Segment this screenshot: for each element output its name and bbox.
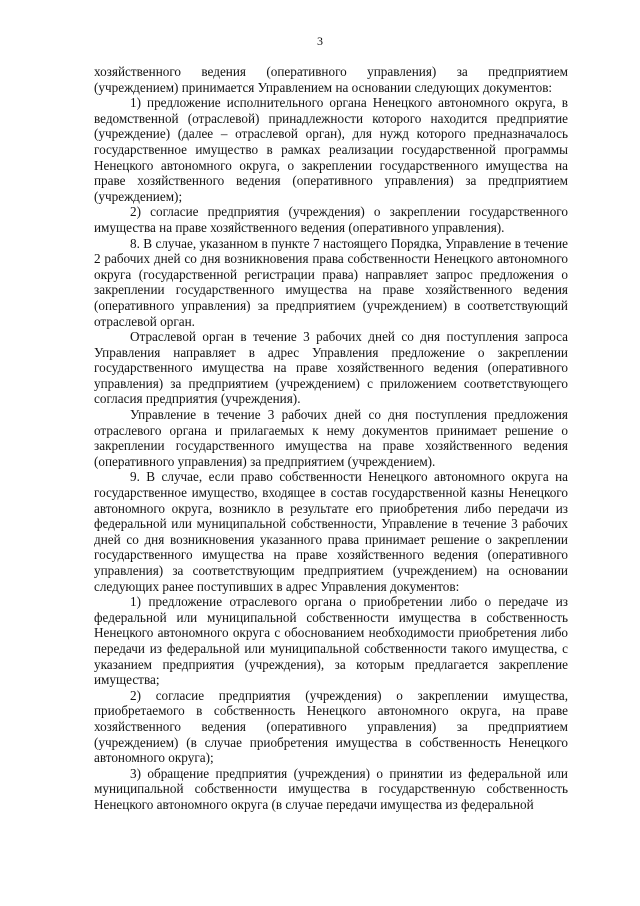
paragraph-clause-8-part-2: Отраслевой орган в течение 3 рабочих дней со дня поступления запроса Управления направляет в адрес Управления предложение о закреплении государственного имущества на праве хозяйственного ведения (оперативного управления) за предприятием (учреждением) с приложением соответствующего согласия предприятия (учреждения). <box>94 329 568 407</box>
paragraph-clause-9-item-2: 2) согласие предприятия (учреждения) о закреплении имущества, приобретаемого в собственность Ненецкого автономного округа, на праве хозяйственного ведения (оперативного управления) за предприятием (учреждением) (в случае приобретения имущества в собственность Ненецкого автономного округа); <box>94 687 568 766</box>
document-body <box>94 64 568 813</box>
paragraph-continuation: хозяйственного ведения (оперативного управления) за предприятием (учреждением) принимается Управлением на основании следующих документов: <box>94 64 568 95</box>
paragraph-clause-8-part-3: Управление в течение 3 рабочих дней со дня поступления предложения отраслевого органа и прилагаемых к нему документов принимает решение о закреплении государственного имущества на праве хозяйственного ведения (оперативного управления) за предприятием (учреждением). <box>94 407 568 469</box>
paragraph-clause-8: 8. В случае, указанном в пункте 7 настоящего Порядка, Управление в течение 2 рабочих дней со дня возникновения права собственности Ненецкого автономного округа (государственной регистрации права) направляет запрос предложения о закреплении государственного имущества на праве хозяйственного ведения (оперативного управления) за предприятием (учреждением) в соответствующий отраслевой орган. <box>94 235 568 329</box>
paragraph-item-2: 2) согласие предприятия (учреждения) о закреплении государственного имущества на праве хозяйственного ведения (оперативного управления). <box>94 204 568 235</box>
page-number: 3 <box>317 34 323 48</box>
paragraph-clause-9-item-1: 1) предложение отраслевого органа о приобретении либо о передаче из федеральной или муниципальной собственности имущества в собственность Ненецкого автономного округа с обоснованием необходимости приобретения либо передачи из федеральной или муниципальной собственности такого имущества, с указанием предприятия (учреждения), за которым предлагается закрепление имущества; <box>94 594 568 688</box>
paragraph-item-1: 1) предложение исполнительного органа Ненецкого автономного округа, в ведомственной (отраслевой) принадлежности которого находится предприятие (учреждение) (далее – отраслевой орган), для нужд которого предназначалось государственное имущество в рамках реализации государственной программы Ненецкого автономного округа, о закреплении государственного имущества на праве хозяйственного ведения (оперативного управления) за предприятием (учреждением); <box>94 95 568 204</box>
paragraph-clause-9: 9. В случае, если право собственности Ненецкого автономного округа на государственное имущество, входящее в состав государственной казны Ненецкого автономного округа, возникло в результате его приобретения либо передачи из федеральной или муниципальной собственности, Управление в течение 3 рабочих дней со дня возникновения указанного права принимает решение о закреплении государственного имущества на праве хозяйственного ведения (оперативного управления) за соответствующим предприятием (учреждением) на основании следующих ранее поступивших в адрес Управления документов: <box>94 469 568 594</box>
paragraph-clause-9-item-3: 3) обращение предприятия (учреждения) о принятии из федеральной или муниципальной собственности имущества в государственную собственность Ненецкого автономного округа (в случае передачи имущества из федеральной <box>94 765 568 812</box>
